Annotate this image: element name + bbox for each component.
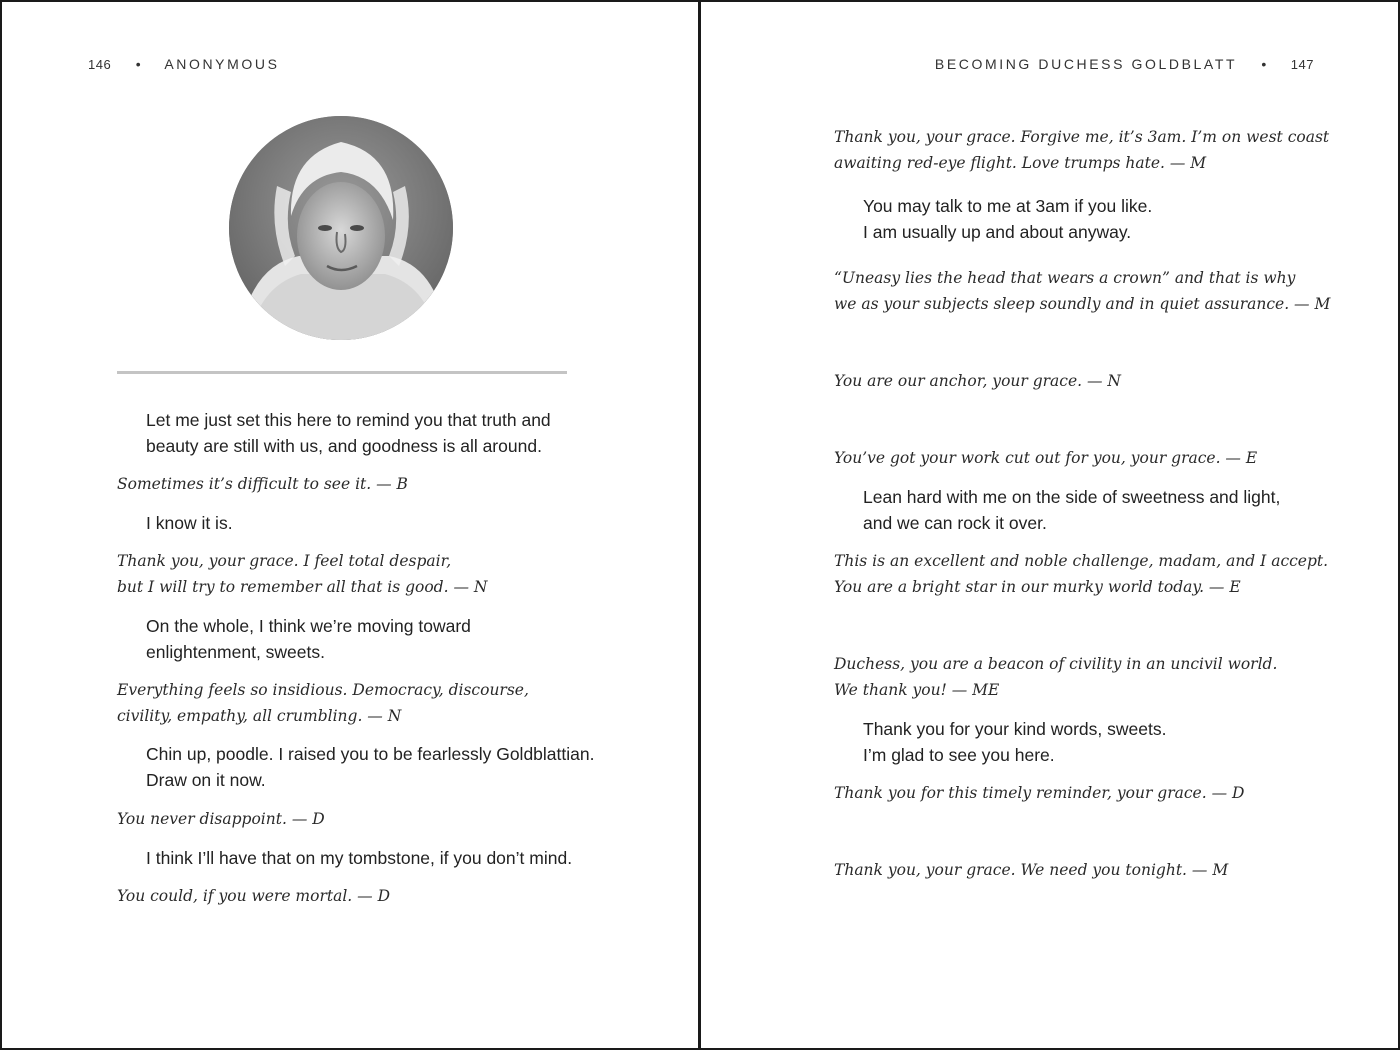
right-header-separator: • (1261, 56, 1267, 72)
comment-text: You never disappoint. — D (117, 810, 325, 828)
comment-text: Thank you, your grace. We need you tonight. — M (834, 861, 1229, 879)
comment-text: Thank you, your grace. Forgive me, it’s 3am. I’m on west coast awaiting red-eye flight. Love trumps hate. — M (834, 128, 1330, 172)
left-running-head (88, 56, 280, 72)
right-running-head (935, 56, 1314, 72)
comment-text: This is an excellent and noble challenge, madam, and I accept. You are a bright star in our murky world today. — E (834, 552, 1329, 596)
reply-text: Lean hard with me on the side of sweetness and light, and we can rock it over. (863, 487, 1281, 533)
comment-text: Thank you, your grace. I feel total despair, but I will try to remember all that is good. — N (117, 552, 488, 596)
right-page (701, 0, 1400, 1050)
left-page (0, 0, 699, 1050)
comment-text: Everything feels so insidious. Democracy, discourse, civility, empathy, all crumbling. — N (117, 681, 529, 725)
book-spine (698, 0, 701, 1050)
comment-text: “Uneasy lies the head that wears a crown” and that is why we as your subjects sleep soundly and in quiet assurance. — M (834, 269, 1331, 313)
comment-text: You’ve got your work cut out for you, your grace. — E (834, 449, 1258, 467)
left-header-separator: • (135, 56, 141, 72)
reply-text: Let me just set this here to remind you that truth and beauty are still with us, and goodness is all around. (146, 410, 551, 456)
comment-text: Sometimes it’s difficult to see it. — B (117, 475, 408, 493)
reply-text: On the whole, I think we’re moving toward enlightenment, sweets. (146, 616, 471, 662)
comment-text: Thank you for this timely reminder, your grace. — D (834, 784, 1245, 802)
reply-text: I think I’ll have that on my tombstone, if you don’t mind. (146, 848, 573, 868)
reply-text: Chin up, poodle. I raised you to be fearlessly Goldblattian. Draw on it now. (146, 744, 595, 790)
reply-text: You may talk to me at 3am if you like. I am usually up and about anyway. (863, 196, 1153, 242)
right-page-number: 147 (1290, 57, 1314, 72)
reply-text: Thank you for your kind words, sweets. I’m glad to see you here. (863, 719, 1167, 765)
comment-text: You could, if you were mortal. — D (117, 887, 390, 905)
divider-rule (117, 371, 567, 374)
comment-text: You are our anchor, your grace. — N (834, 372, 1121, 390)
right-running-head-title: BECOMING DUCHESS GOLDBLATT (934, 56, 1237, 72)
portrait-illustration (229, 116, 453, 340)
comment-text: Duchess, you are a beacon of civility in an uncivil world. We thank you! — ME (834, 655, 1278, 699)
left-running-head-title: ANONYMOUS (164, 56, 280, 72)
reply-text: I know it is. (146, 513, 233, 533)
portrait-image (229, 116, 453, 340)
left-page-number: 146 (88, 57, 112, 72)
